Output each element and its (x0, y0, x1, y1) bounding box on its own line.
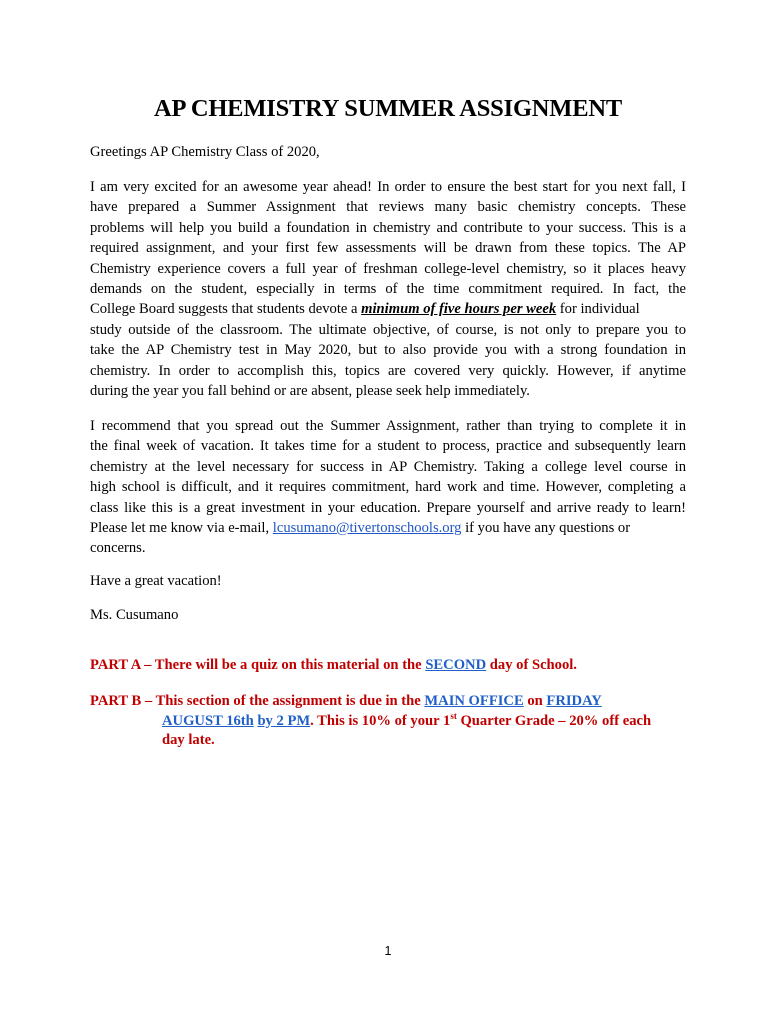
main-office-link[interactable]: MAIN OFFICE (424, 693, 524, 709)
greeting: Greetings AP Chemistry Class of 2020, (90, 144, 320, 160)
paragraph-line: Chemistry experience covers a full year of freshman college-level chemistry, so it places heavy (90, 260, 686, 277)
paragraph-line: class like this is a great investment in your education. Prepare yourself and arrive ready to learn! (90, 499, 686, 516)
text-segment: if you have any questions or (461, 520, 631, 537)
paragraph-line: take the AP Chemistry test in May 2020, but to also provide you with a strong foundation in (90, 342, 686, 359)
paragraph-line: during the year you fall behind or are absent, please seek help immediately. (90, 383, 530, 400)
text-segment: Please let me know via e-mail, (90, 520, 273, 537)
paragraph-line: I am very excited for an awesome year ahead! In order to ensure the best start for you next fall, I (90, 179, 686, 195)
text-segment: PART B – This section of the assignment is due in the (90, 693, 425, 709)
second-day-link[interactable]: SECOND (425, 657, 487, 673)
paragraph-line: high school is difficult, and it requires commitment, hard work and time. However, completing a (90, 479, 686, 496)
paragraph-line: I recommend that you spread out the Summer Assignment, rather than trying to complete it in (90, 418, 686, 434)
document-page (90, 0, 686, 1024)
paragraph-line (90, 518, 686, 538)
paragraph-line: problems will help you build a foundation in chemistry and contribute to your success. This is a (90, 219, 686, 236)
text-segment: Quarter Grade – 20% off each (456, 712, 652, 729)
signature: Ms. Cusumano (90, 607, 179, 623)
friday-link[interactable]: FRIDAY (546, 693, 602, 709)
text-segment: for individual (556, 301, 640, 318)
email-link[interactable]: lcusumano@tivertonschools.org (272, 520, 462, 537)
paragraph-line: the final week of vacation. It takes time for a student to process, practice and subsequently learn (90, 438, 686, 455)
closing-line: Have a great vacation! (90, 573, 222, 589)
text-segment: . This is 10% of your 1 (310, 712, 451, 729)
part-b-line (90, 692, 686, 712)
page-title: AP CHEMISTRY SUMMER ASSIGNMENT (154, 95, 622, 122)
text-segment: on (523, 693, 547, 709)
text-segment: College Board suggests that students devote a (90, 301, 362, 318)
paragraph-line: chemistry at the level necessary for success in AP Chemistry. Taking a college level course in (90, 458, 686, 475)
date-link[interactable]: AUGUST 16th (162, 712, 254, 729)
part-a-notice (90, 656, 577, 676)
part-b-line: day late. (162, 732, 215, 748)
text-segment: PART A – There will be a quiz on this material on the (90, 657, 426, 673)
paragraph-intro (90, 177, 686, 401)
page-number: 1 (384, 944, 392, 958)
text-segment: day of School. (486, 657, 577, 673)
paragraph-line (90, 299, 686, 319)
paragraph-line: concerns. (90, 540, 146, 557)
paragraph-line: chemistry. In order to accomplish this, topics are covered very quickly. However, if anytime (90, 362, 686, 379)
part-b-line (90, 712, 686, 732)
superscript: st (450, 710, 457, 721)
part-b-notice (90, 692, 686, 751)
emphasized-requirement: minimum of five hours per week (361, 301, 557, 318)
time-link[interactable]: by 2 PM (257, 712, 311, 729)
paragraph-line: study outside of the classroom. The ultimate objective, of course, is not only to prepare you to (90, 321, 686, 338)
paragraph-line: have prepared a Summer Assignment that reviews many basic chemistry concepts. These (90, 199, 686, 216)
paragraph-recommendation (90, 416, 686, 559)
paragraph-line: required assignment, and your first few assessments will be drawn from these topics. The AP (90, 240, 686, 257)
paragraph-line: demands on the student, especially in terms of the time commitment required. In fact, the (90, 281, 686, 298)
